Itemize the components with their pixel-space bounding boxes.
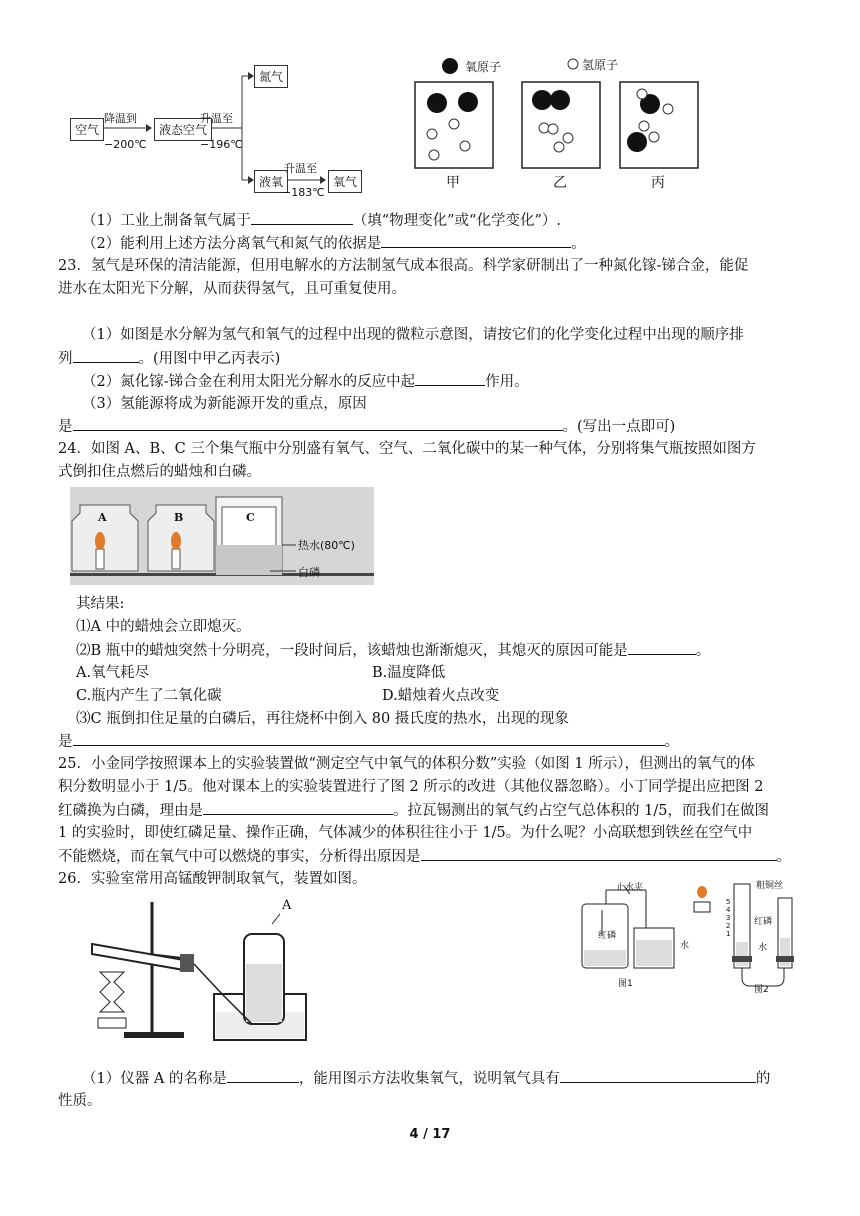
q23-part3: （3）氢能源将成为新能源开发的重点，原因 — [82, 396, 367, 412]
fig2-red-p-label: 红磷 — [754, 917, 773, 927]
q25-line1: 25．小金同学按照课本上的实验装置做“测定空气中氧气的体积分数”实验（如图 1 所示），但测出的氧气的体 — [58, 756, 755, 772]
q24-result3: ⑶C 瓶倒扣住足量的白磷后，再往烧杯中倒入 80 摄氏度的热水，出现的现象 — [76, 711, 569, 727]
q23-part1-line2: 列 。(用图中甲乙丙表示) — [58, 348, 280, 369]
hot-water-label: 热水(80℃) — [298, 539, 355, 552]
q23-stem-line1: 23．氢气是环保的清洁能源，但用电解水的方法制氢气成本很高。科学家研制出了一种氮化镓-锑合金，能促 — [58, 258, 749, 274]
fig2-scale: 5 4 3 2 1 — [726, 898, 731, 938]
nitrogen-box: 氮气 — [254, 65, 288, 88]
fig1-clamp-label: 止水夹 — [616, 883, 644, 893]
q25-line2: 积分数明显小于 1/5。他对课本上的实验装置进行了图 2 所示的改进（其他仪器忽略）。小丁同学提出应把图 2 — [58, 779, 764, 795]
legend-oxygen: 氧原子 — [465, 60, 502, 74]
legend-hydrogen: 氢原子 — [582, 58, 619, 72]
q25-line3: 红磷换为白磷，理由是 。拉瓦锡测出的氧气约占空气总体积的 1/5，而我们在做图 — [58, 800, 769, 821]
q24-option-d: D.蜡烛着火点改变 — [382, 688, 500, 704]
q26-part1: （1）仪器 A 的名称是 ，能用图示方法收集氧气，说明氧气具有 的 — [82, 1068, 770, 1089]
fig1-red-p-label: 红磷 — [598, 931, 617, 941]
figure-1-apparatus — [576, 880, 696, 996]
q24-option-c: C.瓶内产生了二氧化碳 — [76, 688, 222, 704]
figure-2-apparatus — [690, 878, 810, 996]
box-label-yi: 乙 — [553, 175, 567, 191]
q24-stem-line2: 式倒扣住点燃后的蜡烛和白磷。 — [58, 464, 261, 480]
q24-option-b: B.温度降低 — [372, 665, 446, 681]
q23-part3-answer: 是 。(写出一点即可) — [58, 416, 675, 437]
bottle-c-label: C — [246, 511, 255, 524]
fig1-caption: 图1 — [618, 979, 633, 989]
q23-part2: （2）氮化镓-锑合金在利用太阳光分解水的反应中起 作用。 — [82, 371, 529, 392]
q22-part1: （1）工业上制备氧气属于 （填“物理变化”或“化学变化”）. — [82, 210, 561, 231]
bottle-a-label: A — [98, 511, 107, 524]
box-label-jia: 甲 — [446, 175, 460, 191]
q26-part1-cont: 性质。 — [58, 1093, 102, 1109]
oxygen-box: 氧气 — [328, 170, 362, 193]
q25-line4: 1 的实验时，即使红磷足量、操作正确，气体减少的体积往往小于 1/5。为什么呢？小高联想到铁丝在空气中 — [58, 825, 753, 841]
q24-stem-line1: 24．如图 A、B、C 三个集气瓶中分别盛有氧气、空气、二氧化碳中的某一种气体，分别将集气瓶按照如图方 — [58, 441, 756, 457]
fig2-water-label: 水 — [758, 943, 768, 953]
liquid-oxygen-box: 液氧 — [254, 170, 288, 193]
q26-stem: 26．实验室常用高锰酸钾制取氧气，装置如图。 — [58, 871, 367, 887]
candle-bottles-photo — [70, 487, 374, 585]
q23-part1-line1: （1）如图是水分解为氢气和氧气的过程中出现的微粒示意图，请按它们的化学变化过程中出现的顺序排 — [82, 327, 744, 343]
q23-stem-line2: 进水在太阳光下分解，从而获得氢气，且可重复使用。 — [58, 281, 406, 297]
separation-flowchart: 空气 降温到 −200℃ 液态空气 升温至 −196℃ 氮气 液氧 升温至 −183℃ 氧气 — [70, 58, 370, 198]
liquid-air-box: 液态空气 — [154, 118, 212, 141]
white-phosphorus-label: 白磷 — [298, 566, 320, 579]
fig2-wire-label: 粗铜丝 — [756, 881, 784, 891]
particle-diagram — [410, 52, 710, 192]
fig2-caption: 图2 — [754, 985, 769, 995]
q25-line5: 不能燃烧，而在氧气中可以燃烧的事实，分析得出原因是 。 — [58, 846, 791, 867]
q24-result: 其结果: — [76, 596, 125, 612]
air-box: 空气 — [70, 118, 104, 141]
page-number: 4 / 17 — [409, 1127, 451, 1142]
q24-result2: ⑵B 瓶中的蜡烛突然十分明亮，一段时间后，该蜡烛也渐渐熄灭，其熄灭的原因可能是 。 — [76, 640, 710, 661]
q24-result3-answer: 是 。 — [58, 731, 679, 752]
bottle-b-label: B — [174, 511, 184, 524]
fig1-water-label: 水 — [680, 941, 690, 951]
q24-result1: ⑴A 中的蜡烛会立即熄灭。 — [76, 619, 251, 635]
q22-part2: （2）能利用上述方法分离氧气和氮气的依据是 。 — [82, 233, 586, 254]
oxygen-collection-apparatus — [72, 894, 312, 1044]
box-label-bing: 丙 — [651, 175, 665, 191]
q24-option-a: A.氧气耗尽 — [76, 665, 150, 681]
instrument-a-label: A — [282, 898, 292, 913]
